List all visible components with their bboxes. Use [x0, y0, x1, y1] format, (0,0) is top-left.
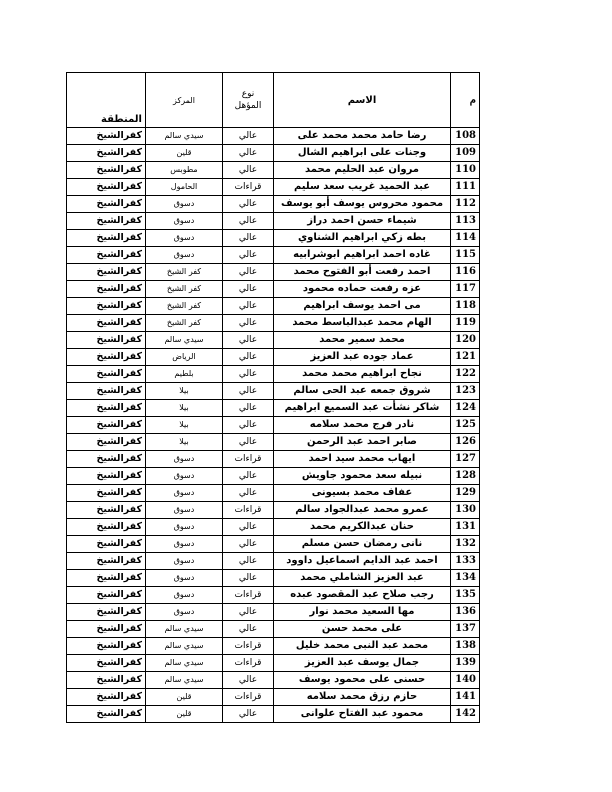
table-row [67, 179, 480, 196]
row-qualification: عالي [223, 281, 274, 298]
row-number: 131 [451, 519, 480, 536]
row-name: بطه زكي ابراهيم الشناوي [274, 230, 451, 247]
row-name: حازم رزق محمد سلامه [274, 689, 451, 706]
header-name: الاسم [274, 73, 451, 128]
table-row [67, 706, 480, 723]
row-center: دسوق [146, 247, 223, 264]
table-row [67, 383, 480, 400]
row-qualification: عالي [223, 570, 274, 587]
row-region: كفرالشيخ [67, 383, 146, 400]
row-center: دسوق [146, 451, 223, 468]
row-qualification: عالي [223, 468, 274, 485]
row-name: حسنى على محمود يوسف [274, 672, 451, 689]
row-qualification: عالي [223, 145, 274, 162]
header-number: م [451, 73, 480, 128]
row-center: الرياض [146, 349, 223, 366]
row-center: بيلا [146, 417, 223, 434]
row-region: كفرالشيخ [67, 553, 146, 570]
table-row [67, 570, 480, 587]
row-qualification: عالي [223, 604, 274, 621]
row-name: صابر احمد عبد الرحمن [274, 434, 451, 451]
row-region: كفرالشيخ [67, 349, 146, 366]
row-name: نبيله سعد محمود جاويش [274, 468, 451, 485]
row-qualification: عالي [223, 349, 274, 366]
header-qualification-line1: نوع [241, 89, 255, 99]
row-name: نجاح ابراهيم محمد محمد [274, 366, 451, 383]
row-name: احمد رفعت أبو الفتوح محمد [274, 264, 451, 281]
table-row [67, 502, 480, 519]
table-row [67, 485, 480, 502]
row-region: كفرالشيخ [67, 196, 146, 213]
row-region: كفرالشيخ [67, 604, 146, 621]
header-qualification [223, 73, 274, 128]
table-row [67, 264, 480, 281]
row-qualification: عالي [223, 485, 274, 502]
table-row [67, 366, 480, 383]
row-qualification: عالي [223, 706, 274, 723]
table-row [67, 315, 480, 332]
row-qualification: عالي [223, 332, 274, 349]
row-number: 137 [451, 621, 480, 638]
row-qualification: قراءات [223, 502, 274, 519]
row-number: 121 [451, 349, 480, 366]
row-number: 135 [451, 587, 480, 604]
row-center: بلطيم [146, 366, 223, 383]
row-number: 120 [451, 332, 480, 349]
header-region: المنطقة [67, 73, 146, 128]
row-number: 123 [451, 383, 480, 400]
row-qualification: عالي [223, 434, 274, 451]
row-number: 132 [451, 536, 480, 553]
row-qualification: عالي [223, 672, 274, 689]
row-qualification: عالي [223, 621, 274, 638]
row-number: 141 [451, 689, 480, 706]
row-region: كفرالشيخ [67, 281, 146, 298]
row-name: احمد عبد الدايم اسماعيل داوود [274, 553, 451, 570]
row-name: جمال يوسف عبد العزيز [274, 655, 451, 672]
table-row [67, 468, 480, 485]
table-row [67, 213, 480, 230]
row-name: شروق جمعه عبد الحى سالم [274, 383, 451, 400]
row-qualification: عالي [223, 553, 274, 570]
row-qualification: عالي [223, 162, 274, 179]
table-row [67, 604, 480, 621]
row-region: كفرالشيخ [67, 145, 146, 162]
row-center: بيلا [146, 400, 223, 417]
row-name: محمود عبد الفتاح علوانى [274, 706, 451, 723]
row-number: 108 [451, 128, 480, 145]
row-region: كفرالشيخ [67, 128, 146, 145]
row-region: كفرالشيخ [67, 655, 146, 672]
table-row [67, 162, 480, 179]
row-qualification: عالي [223, 400, 274, 417]
row-qualification: قراءات [223, 451, 274, 468]
row-center: كفر الشيخ [146, 315, 223, 332]
row-center: دسوق [146, 570, 223, 587]
row-center: دسوق [146, 587, 223, 604]
table-row [67, 553, 480, 570]
names-table [66, 72, 480, 723]
row-name: رجب صلاح عبد المقصود عبده [274, 587, 451, 604]
row-region: كفرالشيخ [67, 247, 146, 264]
row-name: غاده احمد ابراهيم ابوشرابيه [274, 247, 451, 264]
row-qualification: عالي [223, 196, 274, 213]
row-region: كفرالشيخ [67, 502, 146, 519]
row-center: سيدي سالم [146, 128, 223, 145]
row-region: كفرالشيخ [67, 162, 146, 179]
row-qualification: قراءات [223, 655, 274, 672]
row-center: دسوق [146, 213, 223, 230]
row-region: كفرالشيخ [67, 179, 146, 196]
row-region: كفرالشيخ [67, 315, 146, 332]
row-region: كفرالشيخ [67, 706, 146, 723]
row-number: 124 [451, 400, 480, 417]
row-number: 140 [451, 672, 480, 689]
row-center: دسوق [146, 196, 223, 213]
row-name: نانى رمضان حسن مسلم [274, 536, 451, 553]
row-qualification: قراءات [223, 638, 274, 655]
row-region: كفرالشيخ [67, 519, 146, 536]
row-region: كفرالشيخ [67, 638, 146, 655]
table-row [67, 400, 480, 417]
row-region: كفرالشيخ [67, 451, 146, 468]
row-region: كفرالشيخ [67, 570, 146, 587]
row-name: شيماء حسن احمد دراز [274, 213, 451, 230]
row-center: بيلا [146, 383, 223, 400]
table-row [67, 145, 480, 162]
row-region: كفرالشيخ [67, 621, 146, 638]
row-qualification: عالي [223, 213, 274, 230]
row-number: 128 [451, 468, 480, 485]
row-number: 110 [451, 162, 480, 179]
row-number: 134 [451, 570, 480, 587]
row-qualification: عالي [223, 383, 274, 400]
row-number: 112 [451, 196, 480, 213]
document-page [66, 72, 480, 723]
row-center: دسوق [146, 230, 223, 247]
row-region: كفرالشيخ [67, 332, 146, 349]
row-region: كفرالشيخ [67, 536, 146, 553]
row-name: ايهاب محمد سيد احمد [274, 451, 451, 468]
row-center: دسوق [146, 536, 223, 553]
row-name: شاكر نشأت عبد السميع ابراهيم [274, 400, 451, 417]
header-qualification-line2: المؤهل [234, 101, 262, 111]
row-center: سيدي سالم [146, 332, 223, 349]
table-row [67, 128, 480, 145]
table-row [67, 587, 480, 604]
row-number: 114 [451, 230, 480, 247]
row-region: كفرالشيخ [67, 434, 146, 451]
row-qualification: عالي [223, 519, 274, 536]
row-qualification: عالي [223, 536, 274, 553]
row-center: دسوق [146, 485, 223, 502]
table-row [67, 349, 480, 366]
row-number: 125 [451, 417, 480, 434]
row-number: 116 [451, 264, 480, 281]
row-name: مى احمد يوسف ابراهيم [274, 298, 451, 315]
row-center: دسوق [146, 604, 223, 621]
row-qualification: عالي [223, 128, 274, 145]
row-qualification: عالي [223, 366, 274, 383]
row-region: كفرالشيخ [67, 417, 146, 434]
row-center: بيلا [146, 434, 223, 451]
row-name: مروان عبد الحليم محمد [274, 162, 451, 179]
row-qualification: قراءات [223, 179, 274, 196]
row-name: حنان عبدالكريم محمد [274, 519, 451, 536]
row-center: مطوبس [146, 162, 223, 179]
table-row [67, 672, 480, 689]
row-number: 122 [451, 366, 480, 383]
row-center: دسوق [146, 553, 223, 570]
row-center: الحامول [146, 179, 223, 196]
row-qualification: عالي [223, 247, 274, 264]
row-number: 109 [451, 145, 480, 162]
row-number: 117 [451, 281, 480, 298]
row-number: 119 [451, 315, 480, 332]
row-center: دسوق [146, 519, 223, 536]
row-region: كفرالشيخ [67, 400, 146, 417]
table-row [67, 519, 480, 536]
table-row [67, 196, 480, 213]
row-name: عفاف محمد بسيونى [274, 485, 451, 502]
row-qualification: عالي [223, 230, 274, 247]
table-header-row [67, 73, 480, 128]
table-row [67, 638, 480, 655]
row-qualification: قراءات [223, 689, 274, 706]
row-center: سيدي سالم [146, 672, 223, 689]
row-name: محمد عبد النبى محمد خليل [274, 638, 451, 655]
row-center: قلين [146, 706, 223, 723]
table-row [67, 417, 480, 434]
row-name: عزه رفعت حماده محمود [274, 281, 451, 298]
row-qualification: قراءات [223, 587, 274, 604]
row-number: 111 [451, 179, 480, 196]
row-name: عبد الحميد غريب سعد سليم [274, 179, 451, 196]
table-row [67, 689, 480, 706]
table-row [67, 247, 480, 264]
row-name: محمد سمير محمد [274, 332, 451, 349]
table-row [67, 281, 480, 298]
row-center: كفر الشيخ [146, 264, 223, 281]
row-name: محمود محروس يوسف أبو يوسف [274, 196, 451, 213]
row-number: 115 [451, 247, 480, 264]
row-qualification: عالي [223, 298, 274, 315]
row-name: على محمد حسن [274, 621, 451, 638]
table-row [67, 230, 480, 247]
row-center: سيدي سالم [146, 621, 223, 638]
row-region: كفرالشيخ [67, 587, 146, 604]
row-number: 118 [451, 298, 480, 315]
row-region: كفرالشيخ [67, 689, 146, 706]
table-body [67, 128, 480, 723]
row-name: رضا حامد محمد محمد على [274, 128, 451, 145]
row-number: 127 [451, 451, 480, 468]
row-center: كفر الشيخ [146, 298, 223, 315]
row-number: 136 [451, 604, 480, 621]
row-name: عبد العزيز الشاملي محمد [274, 570, 451, 587]
row-number: 113 [451, 213, 480, 230]
row-region: كفرالشيخ [67, 264, 146, 281]
row-qualification: عالي [223, 417, 274, 434]
row-region: كفرالشيخ [67, 672, 146, 689]
row-number: 133 [451, 553, 480, 570]
row-name: عمرو محمد عبدالجواد سالم [274, 502, 451, 519]
row-name: وجنات على ابراهيم الشال [274, 145, 451, 162]
row-number: 138 [451, 638, 480, 655]
row-center: سيدي سالم [146, 655, 223, 672]
row-qualification: عالي [223, 315, 274, 332]
row-center: سيدي سالم [146, 638, 223, 655]
row-number: 130 [451, 502, 480, 519]
row-name: عماد جوده عبد العزيز [274, 349, 451, 366]
row-center: دسوق [146, 502, 223, 519]
row-number: 142 [451, 706, 480, 723]
row-center: قلين [146, 689, 223, 706]
row-number: 126 [451, 434, 480, 451]
header-center: المركز [146, 73, 223, 128]
row-center: دسوق [146, 468, 223, 485]
row-region: كفرالشيخ [67, 485, 146, 502]
row-region: كفرالشيخ [67, 213, 146, 230]
row-center: قلين [146, 145, 223, 162]
row-region: كفرالشيخ [67, 366, 146, 383]
row-name: نادر فرج محمد سلامه [274, 417, 451, 434]
row-region: كفرالشيخ [67, 298, 146, 315]
row-region: كفرالشيخ [67, 230, 146, 247]
row-qualification: عالي [223, 264, 274, 281]
table-row [67, 298, 480, 315]
table-row [67, 451, 480, 468]
table-row [67, 332, 480, 349]
table-row [67, 655, 480, 672]
row-number: 139 [451, 655, 480, 672]
row-center: كفر الشيخ [146, 281, 223, 298]
table-row [67, 621, 480, 638]
table-row [67, 434, 480, 451]
row-region: كفرالشيخ [67, 468, 146, 485]
table-row [67, 536, 480, 553]
row-name: مها السعيد محمد نوار [274, 604, 451, 621]
row-number: 129 [451, 485, 480, 502]
row-name: الهام محمد عبدالباسط محمد [274, 315, 451, 332]
